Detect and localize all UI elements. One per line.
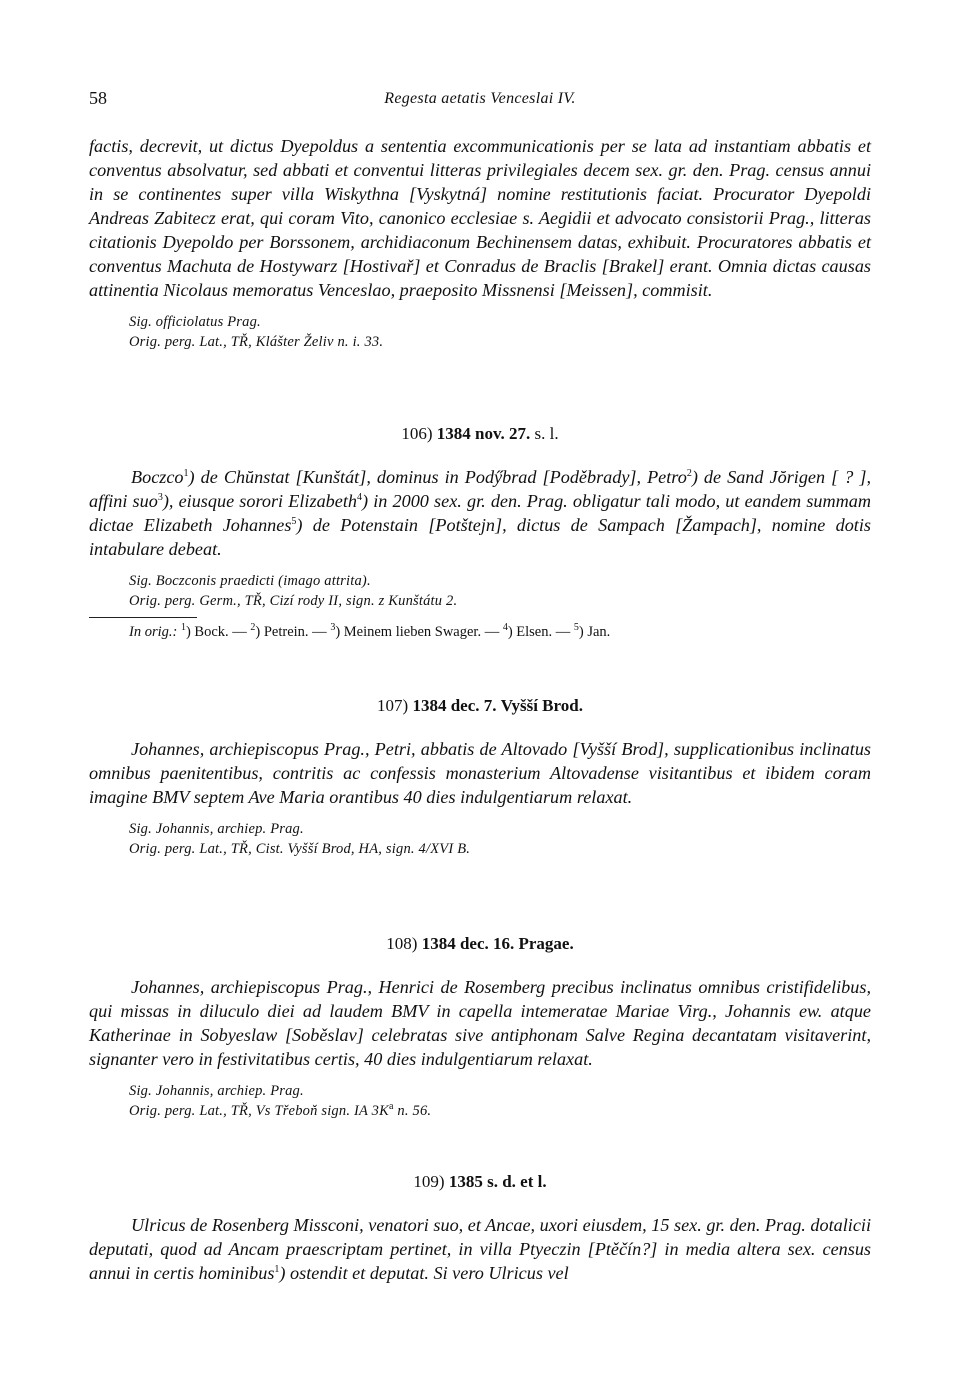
entry-105-text: factis, decrevit, ut dictus Dyepoldus a sententia excommunicationis per se lata ad instantiam abbatis et conventus absolvatur, sed abbati et conventui litteras privilegiales decem sex. gr. den. Prag. census annui in se continentes super villa Wiskythna [Vyskytná] nomine restitutionis faciat. Procurator Dyepoldi Andreas Zabitecz erat, qui coram Vito, canonico ecclesiae s. Aegidii et advocato consistorii Prag., litteras citationis Dyepoldo per Borssonem, archidiaconum Bechinensem datas, exhibuit. Procuratores abbatis et conventus Machuta de Hostywarz [Hostivař] et Conradus de Braclis [Brakel] erant. Omnia dictas causas attinentia Nicolaus memoratus Venceslao, praeposito Missnensi [Meissen], commisit. (89, 136, 871, 300)
entry-109-date: 1385 (448, 1172, 483, 1191)
entry-108-sig: Sig. Johannis, archiep. Prag. (129, 1083, 304, 1099)
entry-108-place: Pragae. (518, 934, 574, 953)
entry-106-sig: Sig. Boczconis praedicti (imago attrita). (129, 573, 371, 589)
page-header (89, 88, 871, 112)
entry-106-text: Boczco$^1$) de Chŭnstat [Kunštát], dominus in Podӳbrad [Poděbrady], Petro$^2$) de Sand Jŏrigen [ ? ], affini suo$^3$), eiusque sorori Elizabeth$^4$) in 2000 sex. gr. den. Prag. obligatur tali modo, ut eandem summam dictae Elizabeth Johannes$^5$) de Potenstain [Potštejn], dictus de Sampach [Žampach], nomine dotis intabulare debeat. (89, 467, 871, 559)
entry-106-date: 1384 nov. 27. (436, 424, 531, 443)
entry-107-sig: Sig. Johannis, archiep. Prag. (129, 821, 304, 837)
entry-107-text: Johannes, archiepiscopus Prag., Petri, abbatis de Altovado [Vyšší Brod], supplicationibus inclinatus omnibus paenitentibus, contritis ac confessis monasterium Altovadense visitantibus et ibidem coram imagine BMV septem Ave Maria orantibus 40 dies indulgentiarum relaxat. (89, 739, 871, 807)
entry-108-heading (89, 934, 871, 954)
footnote-rule (89, 617, 197, 618)
entry-109-text: Ulricus de Rosenberg Missconi, venatori suo, et Ancae, uxori eiusdem, 15 sex. gr. den. Prag. dotalicii deputati, quod ad Ancam praescriptam pertinet, in villa Ptyeczin [Ptěčín?] in media altera sex. census annui in certis hominibus$^1$) ostendit et deputat. Si vero Ulricus vel (89, 1215, 872, 1283)
page-number: 58 (89, 88, 107, 108)
entry-106 (89, 465, 871, 611)
entry-105-continuation (89, 134, 871, 352)
running-title: Regesta aetatis Venceslai IV. (384, 90, 576, 107)
entry-105-sig: Sig. officiolatus Prag. (129, 314, 261, 330)
entry-106-footnote: In orig.: $^1$) Bock. — $^2$) Petrein. — $^3$) Meinem lieben Swager. — $^4$) Elsen. — $^5$) Jan. (129, 622, 611, 640)
entry-109 (89, 1213, 871, 1285)
entry-109-place: s. d. et l. (487, 1172, 547, 1191)
entry-109-number: 109) (413, 1172, 445, 1191)
entry-105-meta (129, 312, 871, 352)
entry-109-heading (89, 1172, 871, 1192)
entry-106-meta (129, 571, 871, 611)
entry-108-date: 1384 dec. 16. (421, 934, 515, 953)
entry-108-text: Johannes, archiepiscopus Prag., Henrici de Rosemberg precibus inclinatus omnibus cristifidelibus, qui missas in diluculo diei ad laudem BMV in capella intemeratae Mariae Virg., Johannis ew. atque Katherinae in Sobyeslaw [Soběslav] celebratas sive antiphonam Salve Regina decantatam visitaverint, signanter vero in festivitatibus certis, 40 dies indulgentiarum relaxat. (89, 977, 871, 1069)
entry-105-orig: Orig. perg. Lat., TŘ, Klášter Želiv n. i. 33. (129, 334, 384, 350)
entry-107-heading (89, 696, 871, 716)
entry-108-number: 108) (386, 934, 418, 953)
entry-106-heading (89, 424, 871, 444)
entry-107-date: 1384 dec. 7. (412, 696, 497, 715)
entry-108-orig: Orig. perg. Lat., TŘ, Vs Třeboň sign. IA $3K^a$ n. 56. (129, 1101, 432, 1119)
entry-106-number: 106) (401, 424, 433, 443)
entry-106-orig: Orig. perg. Germ., TŘ, Cizí rody II, sign. z Kunštátu 2. (129, 593, 458, 609)
entry-108-meta (129, 1081, 871, 1121)
entry-107-place: Vyšší Brod. (500, 696, 583, 715)
entry-106-place: s. l. (534, 424, 559, 443)
entry-107-meta (129, 819, 871, 859)
entry-107 (89, 737, 871, 859)
footnote-label: In orig.: (129, 624, 178, 640)
entry-107-number: 107) (377, 696, 409, 715)
entry-108 (89, 975, 871, 1121)
entry-107-orig: Orig. perg. Lat., TŘ, Cist. Vyšší Brod, HA, sign. 4/XVI B. (129, 841, 471, 857)
